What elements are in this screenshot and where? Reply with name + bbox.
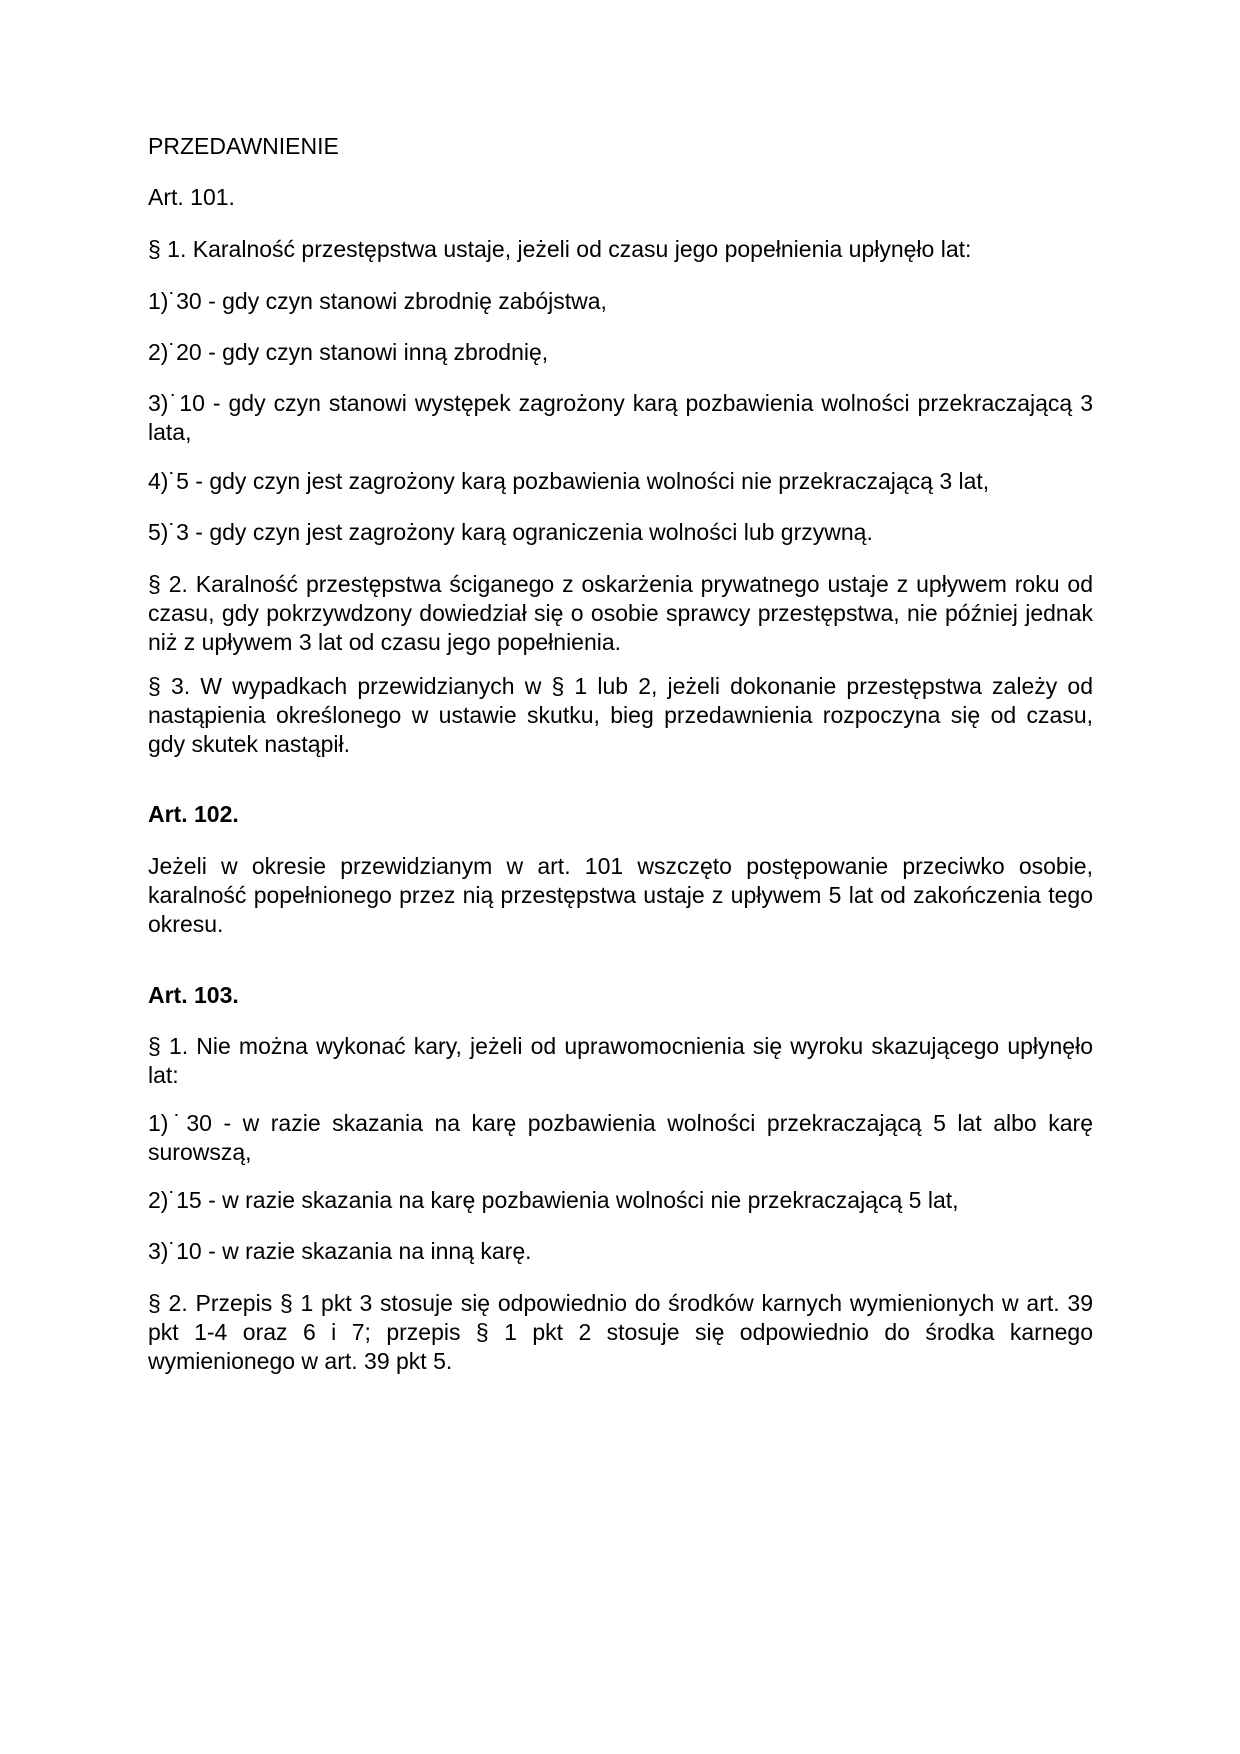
art-101-item-1: 1)˙30 - gdy czyn stanowi zbrodnię zabójstwa,	[148, 288, 607, 314]
art-103-item-2: 2)˙15 - w razie skazania na karę pozbawienia wolności nie przekraczającą 5 lat,	[148, 1187, 959, 1213]
art-101-item-3: 3)˙10 - gdy czyn stanowi występek zagrożony karą pozbawienia wolności przekraczającą 3 lata,	[148, 390, 1093, 445]
art-101-par-1: § 1. Karalność przestępstwa ustaje, jeżeli od czasu jego popełnienia upłynęło lat:	[148, 236, 972, 262]
art-102-heading: Art. 102.	[148, 801, 239, 827]
art-103-par-2: § 2. Przepis § 1 pkt 3 stosuje się odpowiednio do środków karnych wymienionych w art. 39 pkt 1-4 oraz 6 i 7; przepis § 1 pkt 2 stosuje się odpowiednio do środka karnego wymienionego w art. 39 pkt 5.	[148, 1290, 1093, 1374]
art-101-par-3: § 3. W wypadkach przewidzianych w § 1 lub 2, jeżeli dokonanie przestępstwa zależy od nastąpienia określonego w ustawie skutku, bieg przedawnienia rozpoczyna się od czasu, gdy skutek nastąpił.	[148, 673, 1093, 757]
art-103-heading: Art. 103.	[148, 982, 239, 1008]
art-101-item-4: 4)˙5 - gdy czyn jest zagrożony karą pozbawienia wolności nie przekraczającą 3 lat,	[148, 468, 990, 494]
art-101-item-2: 2)˙20 - gdy czyn stanowi inną zbrodnię,	[148, 339, 549, 365]
document-title: PRZEDAWNIENIE	[148, 133, 339, 159]
art-103-item-3: 3)˙10 - w razie skazania na inną karę.	[148, 1238, 532, 1264]
art-103-par-1: § 1. Nie można wykonać kary, jeżeli od uprawomocnienia się wyroku skazującego upłynęło lat:	[148, 1033, 1093, 1088]
document-page	[148, 0, 1093, 1754]
art-101-par-2: § 2. Karalność przestępstwa ściganego z oskarżenia prywatnego ustaje z upływem roku od czasu, gdy pokrzywdzony dowiedział się o osobie sprawcy przestępstwa, nie później jednak niż z upływem 3 lat od czasu jego popełnienia.	[148, 571, 1093, 655]
art-101-item-5: 5)˙3 - gdy czyn jest zagrożony karą ograniczenia wolności lub grzywną.	[148, 519, 873, 545]
art-102-par-1: Jeżeli w okresie przewidzianym w art. 101 wszczęto postępowanie przeciwko osobie, karalność popełnionego przez nią przestępstwa ustaje z upływem 5 lat od zakończenia tego okresu.	[148, 853, 1093, 937]
art-101-heading: Art. 101.	[148, 184, 235, 210]
art-103-item-1: 1)˙30 - w razie skazania na karę pozbawienia wolności przekraczającą 5 lat albo karę surowszą,	[148, 1110, 1093, 1165]
